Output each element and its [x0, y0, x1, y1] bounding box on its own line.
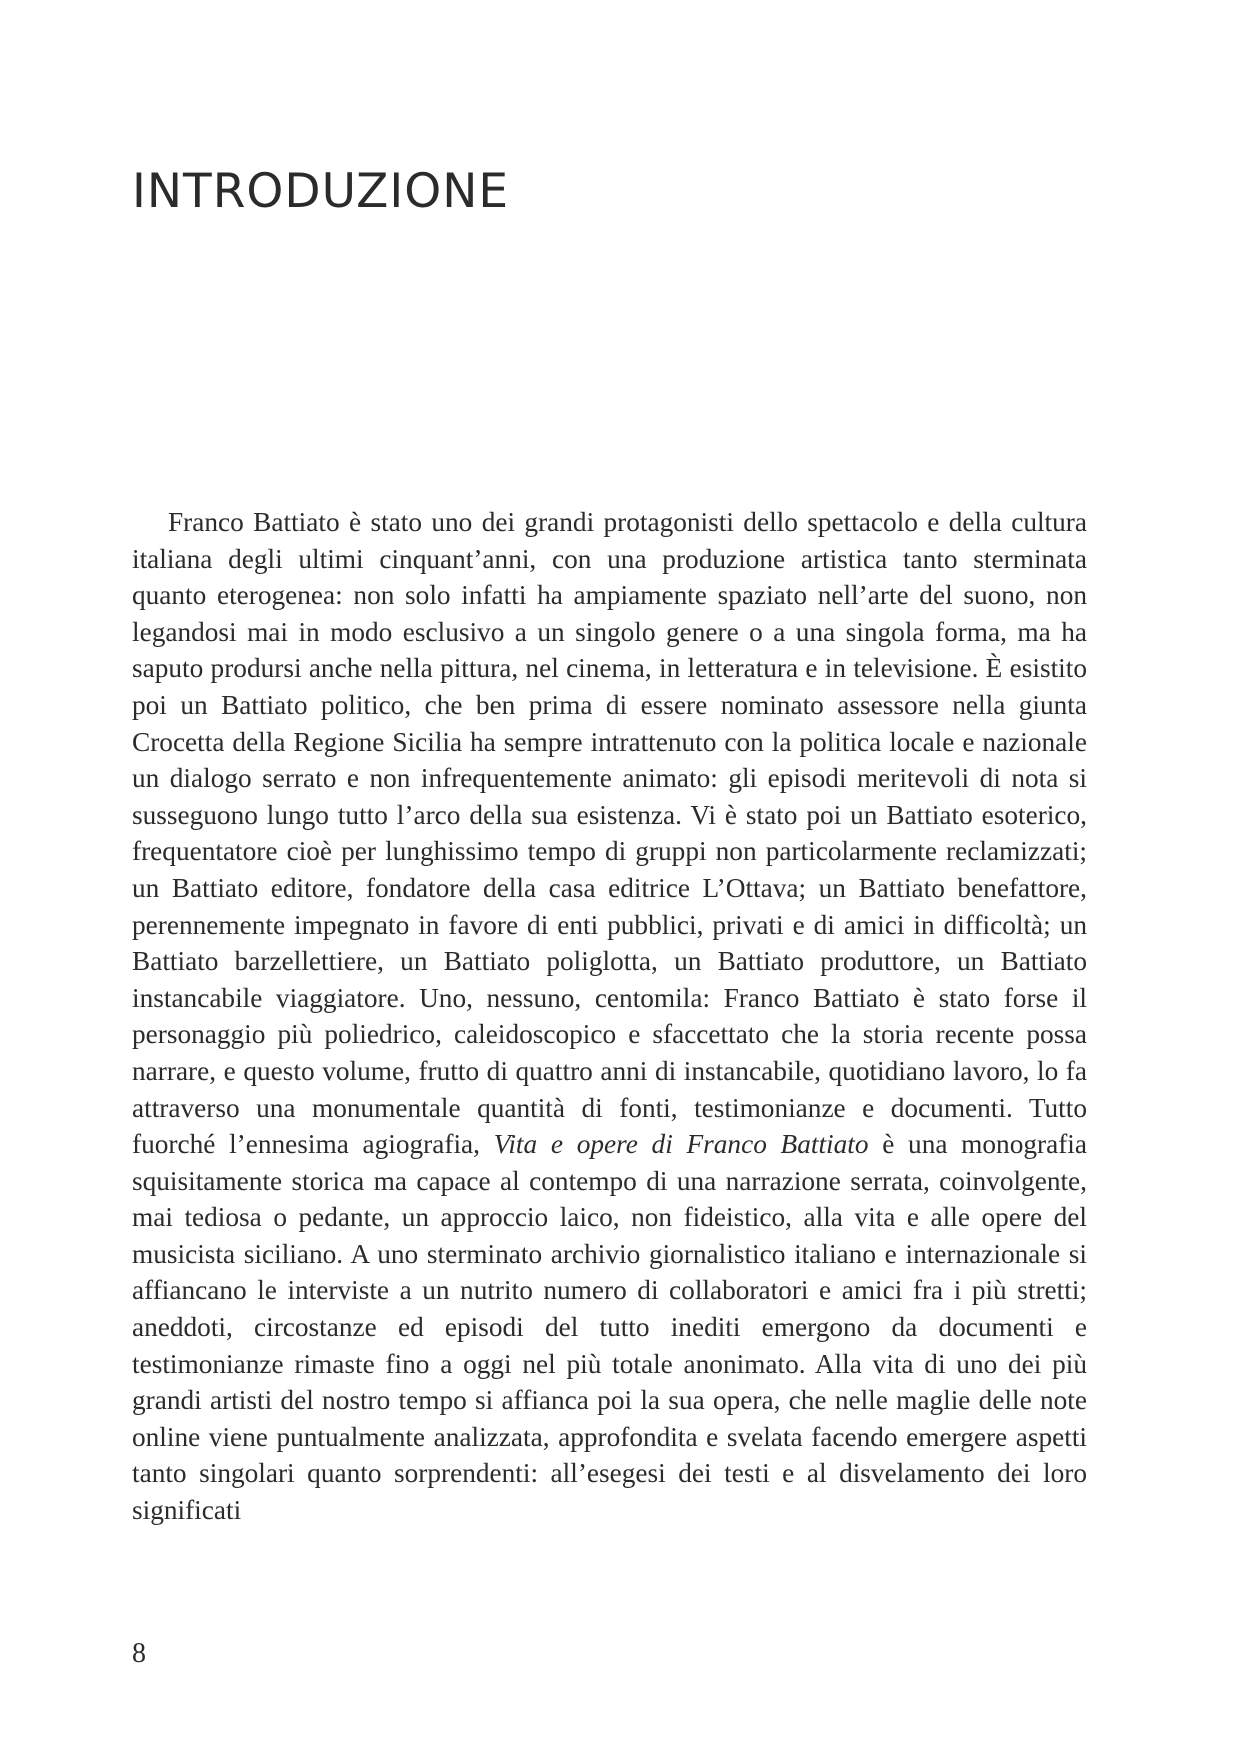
- page-number: 8: [132, 1638, 146, 1669]
- paragraph-text-part-1: Franco Battiato è stato uno dei grandi protagonisti dello spettacolo e della cultura italiana degli ultimi cinquant’anni, con una produzione artistica tanto sterminata quanto eterogenea: non solo infatti ha ampiamente spaziato nell’arte del suono, non legandosi mai in modo esclusivo a un singolo genere o a una singola forma, ma ha saputo prodursi anche nella pittura, nel cinema, in letteratura e in televisione. È esistito poi un Battiato politico, che ben prima di essere nominato assessore nella giunta Crocetta della Regione Sicilia ha sempre intrattenuto con la politica locale e nazionale un dialogo serrato e non infrequentemente animato: gli episodi meritevoli di nota si susseguono lungo tutto l’arco della sua esistenza. Vi è stato poi un Battiato esoterico, frequentatore cioè per lunghissimo tempo di gruppi non particolarmente reclamizzati; un Battiato editore, fondatore della casa editrice L’Ottava; un Battiato benefattore, perennemente impegnato in favore di enti pubblici, privati e di amici in difficoltà; un Battiato barzellettiere, un Battiato poliglotta, un Battiato produttore, un Battiato instancabile viaggiatore. Uno, nessuno, centomila: Franco Battiato è stato forse il personaggio più poliedrico, caleidoscopico e sfaccettato che la storia recente possa narrare, e questo volume, frutto di quattro anni di instancabile, quotidiano lavoro, lo fa attraverso una monumentale quantità di fonti, testimonianze e documenti. Tutto fuorché l’ennesima agiografia,: [132, 507, 1087, 1160]
- paragraph-text-part-2: è una monografia squisitamente storica ma capace al contempo di una narrazione serrata, coinvolgente, mai tediosa o pedante, un approccio laico, non fideistico, alla vita e alle opere del musicista siciliano. A uno sterminato archivio giornalistico italiano e internazionale si affiancano le interviste a un nutrito numero di collaboratori e amici fra i più stretti; aneddoti, circostanze ed episodi del tutto inediti emergono da documenti e testimonianze rimaste fino a oggi nel più totale anonimato. Alla vita di uno dei più grandi artisti del nostro tempo si affianca poi la sua opera, che nelle maglie delle note online viene puntualmente analizzata, approfondita e svelata facendo emergere aspetti tanto singolari quanto sorprendenti: all’esegesi dei testi e al disvelamento dei loro significati: [132, 1129, 1087, 1526]
- chapter-title: INTRODUZIONE: [132, 164, 510, 219]
- introduction-paragraph: [132, 504, 1087, 1529]
- book-title-italic: Vita e opere di Franco Battiato: [493, 1129, 869, 1160]
